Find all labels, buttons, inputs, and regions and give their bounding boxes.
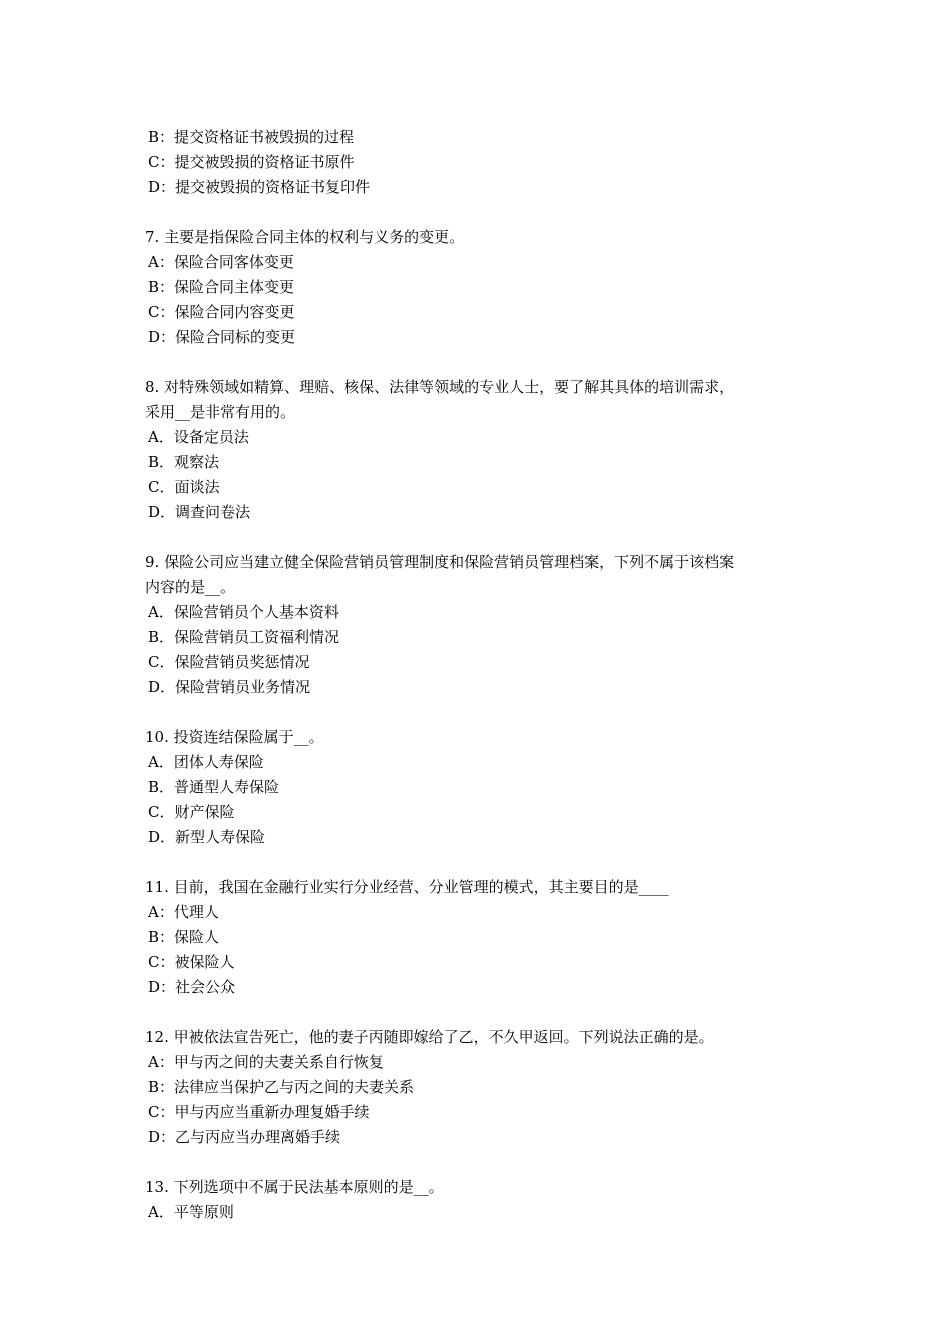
question-stem-continued: 内容的是__。 [145, 578, 236, 596]
option: B．普通型人寿保险 [148, 778, 280, 796]
option: D：乙与丙应当办理离婚手续 [148, 1128, 341, 1146]
option: D．新型人寿保险 [148, 828, 266, 846]
option: B．观察法 [148, 453, 220, 471]
option: A：代理人 [148, 903, 219, 921]
question-stem: 11. 目前，我国在金融行业实行分业经营、分业管理的模式，其主要目的是____ [145, 878, 669, 896]
option: A．设备定员法 [148, 428, 249, 446]
option: B．保险营销员工资福利情况 [148, 628, 340, 646]
option: C：被保险人 [148, 953, 235, 971]
option: D：提交被毁损的资格证书复印件 [148, 178, 371, 196]
option: B：保险合同主体变更 [148, 278, 295, 296]
exam-page [145, 125, 825, 1225]
question-12 [145, 1025, 825, 1150]
question-13 [145, 1175, 825, 1225]
question-stem: 7. 主要是指保险合同主体的权利与义务的变更。 [145, 228, 465, 246]
option: D：社会公众 [148, 978, 236, 996]
option: D．保险营销员业务情况 [148, 678, 311, 696]
question-10 [145, 725, 825, 850]
option: C．财产保险 [148, 803, 235, 821]
option: A：保险合同客体变更 [148, 253, 294, 271]
option: C：保险合同内容变更 [148, 303, 295, 321]
option: B：法律应当保护乙与丙之间的夫妻关系 [148, 1078, 415, 1096]
option: B：提交资格证书被毁损的过程 [148, 128, 355, 146]
option: C：提交被毁损的资格证书原件 [148, 153, 355, 171]
option: C．面谈法 [148, 478, 220, 496]
option: A．平等原则 [148, 1203, 234, 1221]
option: C：甲与丙应当重新办理复婚手续 [148, 1103, 370, 1121]
option: B：保险人 [148, 928, 220, 946]
question-stem: 8. 对特殊领域如精算、理赔、核保、法律等领域的专业人士，要了解其具体的培训需求， [145, 378, 735, 396]
option: D：保险合同标的变更 [148, 328, 296, 346]
question-9 [145, 550, 825, 700]
question-stem: 13. 下列选项中不属于民法基本原则的是__。 [145, 1178, 444, 1196]
question-stem: 10. 投资连结保险属于__。 [145, 728, 324, 746]
question-7 [145, 225, 825, 350]
option: A．保险营销员个人基本资料 [148, 603, 339, 621]
question-11 [145, 875, 825, 1000]
option: C．保险营销员奖惩情况 [148, 653, 310, 671]
option: D．调查问卷法 [148, 503, 251, 521]
question-stem: 12. 甲被依法宣告死亡，他的妻子丙随即嫁给了乙，不久甲返回。下列说法正确的是。 [145, 1028, 714, 1046]
question-stem-continued: 采用__是非常有用的。 [145, 403, 296, 421]
option: A：甲与丙之间的夫妻关系自行恢复 [148, 1053, 384, 1071]
question-8 [145, 375, 825, 525]
question-stem: 9. 保险公司应当建立健全保险营销员管理制度和保险营销员管理档案，下列不属于该档案 [145, 553, 735, 571]
lead-options [145, 125, 825, 200]
option: A．团体人寿保险 [148, 753, 264, 771]
